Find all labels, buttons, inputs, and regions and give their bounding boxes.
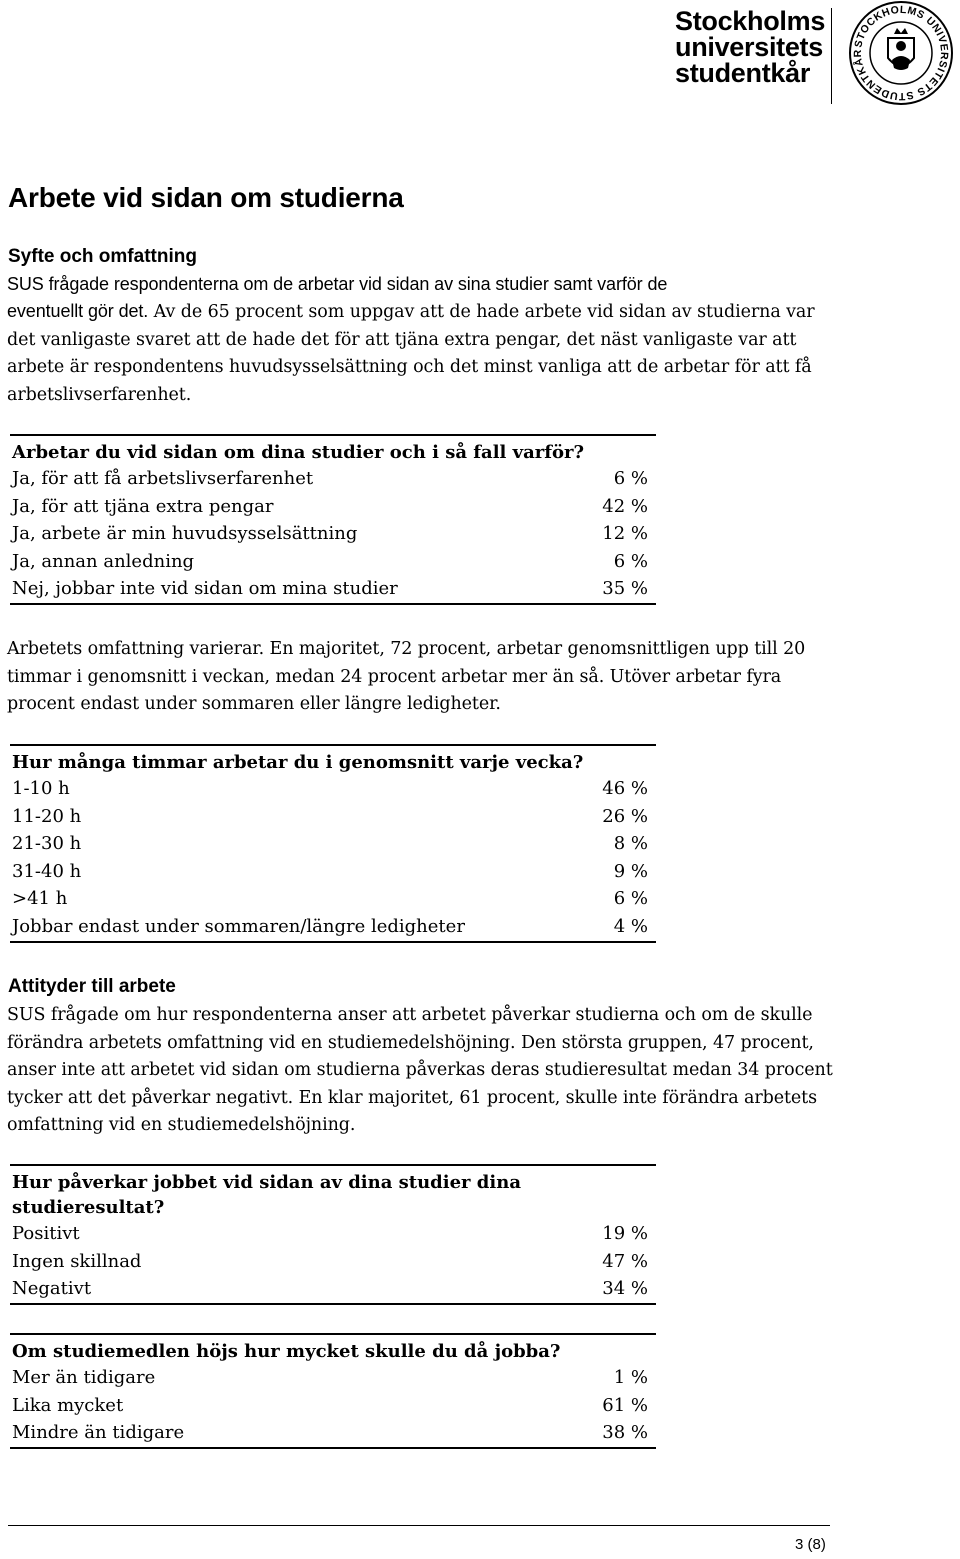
table-bottom-rule xyxy=(10,603,656,605)
table-weekly-hours xyxy=(10,744,656,943)
university-seal-icon xyxy=(848,0,954,106)
section1-line1: SUS frågade respondenterna om de arbetar vid sidan av sina studier samt varför de xyxy=(7,274,668,294)
table-row xyxy=(10,1419,656,1447)
row-label: Ja, för att tjäna extra pengar xyxy=(12,495,274,517)
table-work-reason xyxy=(10,434,656,605)
table-study-grant-increase xyxy=(10,1333,656,1449)
row-label: >41 h xyxy=(12,888,68,910)
section1-line2a: eventuellt gör det. xyxy=(7,301,149,321)
paragraph-work-extent: Arbetets omfattning varierar. En majoritet, 72 procent, arbetar genomsnittligen upp till 20 timmar i genomsnitt i veckan, medan 24 procent arbetar mer än så. Utöver arbetar fyra procent endast under sommaren eller längre ledigheter. xyxy=(7,639,806,714)
table-row xyxy=(10,548,656,576)
row-value: 12 % xyxy=(602,523,648,545)
svg-text:STOCKHOLMS UNIVERSITETS STUDEN: STOCKHOLMS UNIVERSITETS STUDENTKÅR xyxy=(851,3,951,103)
table-row xyxy=(10,858,656,886)
row-label: Ingen skillnad xyxy=(12,1250,142,1272)
table-row xyxy=(10,885,656,913)
section1-intro xyxy=(7,271,837,298)
row-label: Jobbar endast under sommaren/längre ledigheter xyxy=(12,915,465,937)
table-row xyxy=(10,1275,656,1303)
row-label: Negativt xyxy=(12,1278,92,1300)
table-row xyxy=(10,1364,656,1392)
section-heading-attitudes: Attityder till arbete xyxy=(8,976,176,997)
table-bottom-rule xyxy=(10,941,656,943)
table-row xyxy=(10,1248,656,1276)
table-question: Om studiemedlen höjs hur mycket skulle du då jobba? xyxy=(12,1341,561,1362)
row-value: 4 % xyxy=(613,915,648,937)
table-bottom-rule xyxy=(10,1447,656,1449)
row-label: Ja, arbete är min huvudsysselsättning xyxy=(12,523,358,545)
logo-divider xyxy=(831,8,832,104)
table-row xyxy=(10,775,656,803)
table-row xyxy=(10,520,656,548)
logo-line-1: Stockholms xyxy=(675,6,826,36)
table-top-rule xyxy=(10,1333,656,1335)
row-value: 8 % xyxy=(613,833,648,855)
row-value: 46 % xyxy=(602,778,648,799)
section1-rest: studierna var det vanligaste svaret att de hade det för att tjäna extra pengar, det näst vanligaste var att arbete är respondentens huvudsysselsättning och det minst vanliga att de arbetar för att få arbetslivserfarenhet. xyxy=(7,302,815,405)
row-value: 35 % xyxy=(602,578,648,600)
row-label: Lika mycket xyxy=(12,1394,124,1416)
table-bottom-rule xyxy=(10,1303,656,1305)
row-value: 6 % xyxy=(613,888,648,910)
table-row xyxy=(10,1392,656,1420)
footer-rule xyxy=(8,1525,830,1526)
table-top-rule xyxy=(10,1164,656,1166)
table-row xyxy=(10,575,656,603)
row-label: Ja, för att få arbetslivserfarenhet xyxy=(12,468,314,489)
row-value: 6 % xyxy=(613,550,648,572)
table-row xyxy=(10,465,656,493)
row-label: Mindre än tidigare xyxy=(12,1422,185,1444)
logo-line-3: studentkår xyxy=(675,58,811,88)
section-heading-purpose: Syfte och omfattning xyxy=(8,246,197,267)
table-question: Hur påverkar jobbet vid sidan av dina studier dina studieresultat? xyxy=(12,1172,521,1218)
section1-line2b: Av de 65 procent som uppgav att de hade arbete vid sidan av xyxy=(148,302,692,322)
row-value: 38 % xyxy=(602,1422,648,1444)
row-value: 26 % xyxy=(602,805,648,827)
section1-body xyxy=(7,298,837,409)
row-label: 21-30 h xyxy=(12,833,82,855)
table-question: Arbetar du vid sidan om dina studier och i så fall varför? xyxy=(12,442,585,463)
table-study-impact xyxy=(10,1164,656,1305)
row-value: 61 % xyxy=(602,1394,648,1416)
row-value: 47 % xyxy=(602,1250,648,1272)
row-label: Mer än tidigare xyxy=(12,1367,156,1388)
row-label: 1-10 h xyxy=(12,778,70,799)
row-label: Ja, annan anledning xyxy=(12,550,195,572)
logo-wordmark xyxy=(675,8,845,86)
row-value: 9 % xyxy=(613,860,648,882)
row-label: Nej, jobbar inte vid sidan om mina studier xyxy=(12,578,398,600)
table-top-rule xyxy=(10,744,656,746)
table-question: Hur många timmar arbetar du i genomsnitt varje vecka? xyxy=(12,752,584,773)
table-top-rule xyxy=(10,434,656,436)
table-row xyxy=(10,830,656,858)
row-value: 19 % xyxy=(602,1223,648,1244)
page-title: Arbete vid sidan om studierna xyxy=(8,182,404,213)
row-value: 42 % xyxy=(602,495,648,517)
row-label: 31-40 h xyxy=(12,860,82,882)
row-value: 6 % xyxy=(613,468,648,489)
table-row xyxy=(10,803,656,831)
table-row xyxy=(10,1220,656,1248)
table-row xyxy=(10,493,656,521)
table-row xyxy=(10,913,656,941)
row-label: Positivt xyxy=(12,1223,80,1244)
row-value: 34 % xyxy=(602,1278,648,1300)
logo-line-2: universitets xyxy=(675,32,823,62)
section2-body: SUS frågade om hur respondenterna anser att arbetet påverkar studierna och om de skulle förändra arbetets omfattning vid en studiemedelshöjning. Den största gruppen, 47 procent, anser inte att arbetet vid sidan om studierna påverkas deras studieresultat medan 34 procent tycker att det påverkar negativt. En klar majoritet, 61 procent, skulle inte förändra arbetets omfattning vid en studiemedelshöjning. xyxy=(7,1005,833,1135)
row-value: 1 % xyxy=(613,1367,648,1388)
page-number: 3 (8) xyxy=(795,1536,826,1553)
row-label: 11-20 h xyxy=(12,805,82,827)
